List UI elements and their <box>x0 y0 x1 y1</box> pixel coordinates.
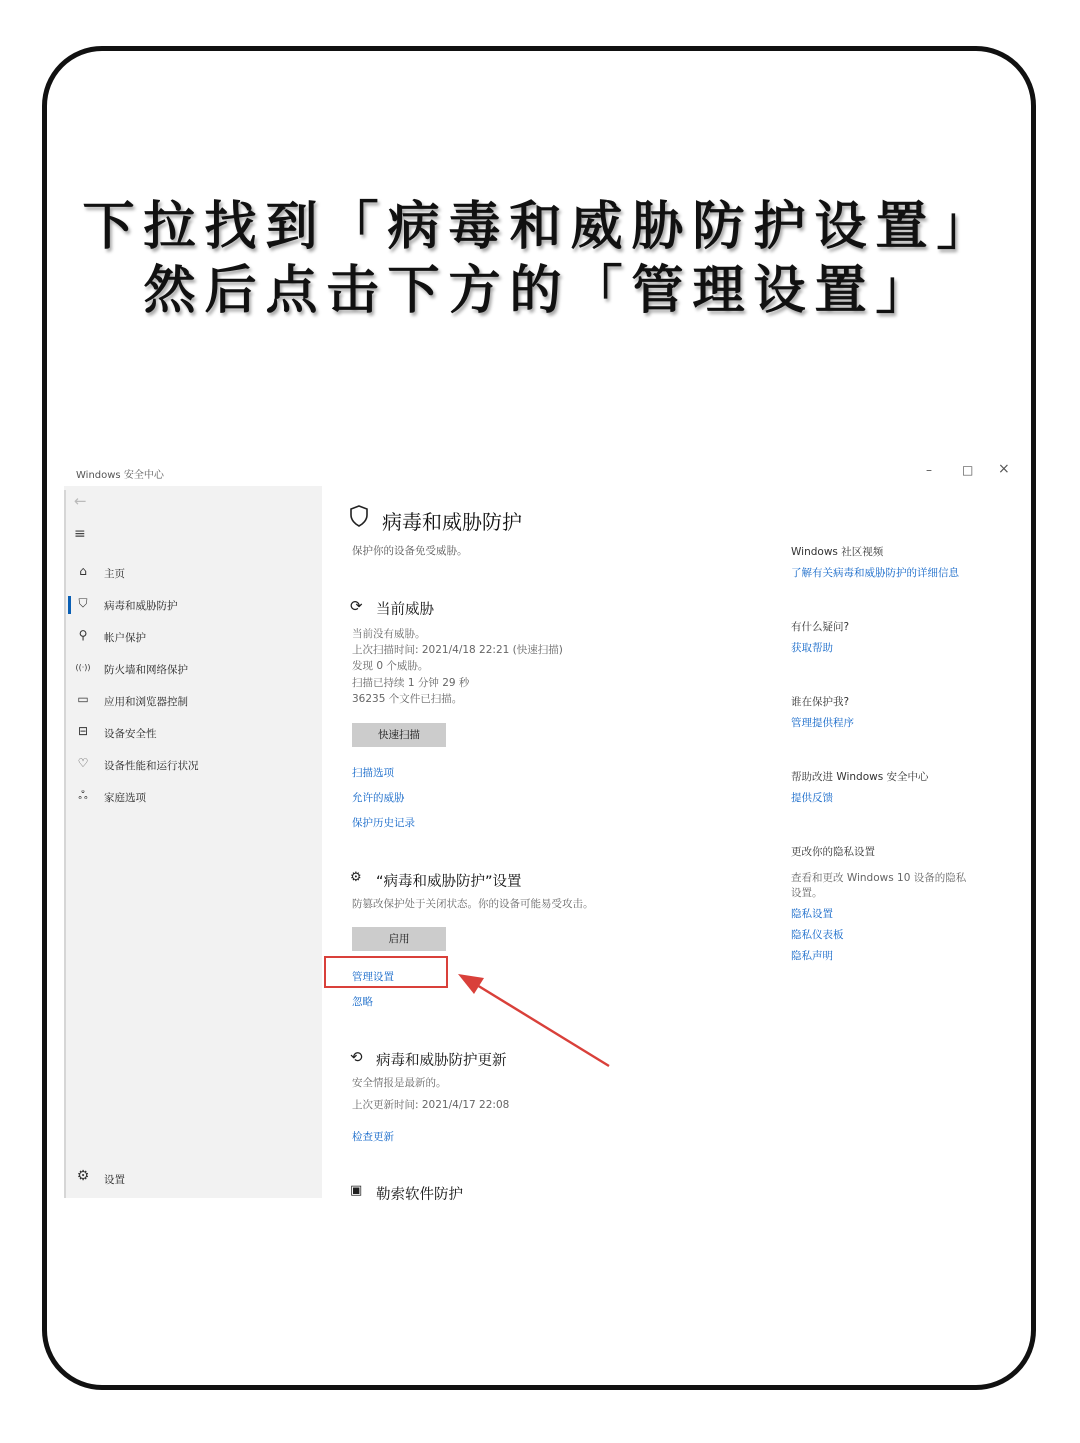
intel-status-line: 安全情报是最新的。 <box>352 1077 447 1089</box>
sidebar-item-account-protection[interactable] <box>64 624 322 650</box>
learn-more-link[interactable]: 了解有关病毒和威胁防护的详细信息 <box>791 567 959 579</box>
threats-found-line: 发现 0 个威胁。 <box>352 660 429 672</box>
active-indicator <box>68 596 71 614</box>
headline-line-1: 下拉找到「病毒和威胁防护设置」 <box>82 196 998 257</box>
settings-gears-icon: ⚙ <box>350 870 362 885</box>
window-title: Windows 安全中心 <box>76 470 164 481</box>
files-scanned-line: 36235 个文件已扫描。 <box>352 693 463 705</box>
sidebar-item-device-performance[interactable] <box>64 752 322 778</box>
shield-icon: ⛉ <box>78 596 88 610</box>
sidebar-item-family-options[interactable] <box>64 784 322 810</box>
close-button[interactable]: × <box>998 461 1010 477</box>
last-update-line: 上次更新时间: 2021/4/17 22:08 <box>352 1099 510 1111</box>
sidebar-item-label: 设备安全性 <box>104 728 157 740</box>
heart-icon: ♡ <box>77 756 89 770</box>
minimize-button[interactable]: – <box>926 463 932 477</box>
sidebar-item-home[interactable] <box>64 560 322 586</box>
sidebar-item-firewall[interactable] <box>64 656 322 682</box>
scan-options-link[interactable]: 扫描选项 <box>352 767 394 779</box>
ransomware-icon: ▣ <box>350 1183 363 1198</box>
ignore-link[interactable]: 忽略 <box>352 996 373 1008</box>
home-icon: ⌂ <box>79 564 87 578</box>
sidebar-item-label: 防火墙和网络保护 <box>104 664 188 676</box>
quick-scan-button[interactable]: 快速扫描 <box>352 723 446 747</box>
manage-settings-link[interactable]: 管理设置 <box>352 971 394 983</box>
headline-line-2: 然后点击下方的「管理设置」 <box>143 260 937 321</box>
protector-heading: 谁在保护我? <box>791 696 850 708</box>
gear-icon: ⚙ <box>76 1168 90 1184</box>
windows-security-window <box>64 460 1020 1203</box>
check-updates-link[interactable]: 检查更新 <box>352 1131 394 1143</box>
current-threats-title: 当前威胁 <box>376 602 434 618</box>
sidebar-item-label: 家庭选项 <box>104 792 146 804</box>
sidebar-item-settings[interactable] <box>64 1166 322 1192</box>
maximize-button[interactable]: □ <box>962 463 974 477</box>
threat-status-line: 当前没有威胁。 <box>352 628 426 640</box>
person-icon: ⚲ <box>78 628 88 642</box>
hamburger-menu-icon[interactable]: ≡ <box>74 526 86 542</box>
sidebar-item-device-security[interactable] <box>64 720 322 746</box>
manage-providers-link[interactable]: 管理提供程序 <box>791 717 854 729</box>
sidebar-item-label: 设备性能和运行状况 <box>104 760 199 772</box>
sidebar-item-label: 病毒和威胁防护 <box>104 600 178 612</box>
sidebar-item-label: 设置 <box>104 1174 125 1186</box>
enable-button[interactable]: 启用 <box>352 927 446 951</box>
back-arrow-icon[interactable]: ← <box>74 492 87 510</box>
allowed-threats-link[interactable]: 允许的威胁 <box>352 792 405 804</box>
refresh-clock-icon: ⟳ <box>350 597 363 615</box>
sidebar <box>64 486 322 1198</box>
privacy-desc-line-2: 设置。 <box>791 887 823 899</box>
privacy-settings-link[interactable]: 隐私设置 <box>791 908 833 920</box>
sidebar-item-virus-protection[interactable] <box>64 592 322 618</box>
manage-settings-highlight <box>324 956 448 988</box>
updates-title: 病毒和威胁防护更新 <box>376 1053 507 1069</box>
ransomware-title: 勒索软件防护 <box>376 1187 463 1203</box>
sidebar-item-app-browser-control[interactable] <box>64 688 322 714</box>
community-heading: Windows 社区视频 <box>791 546 884 558</box>
family-icon: ஃ <box>78 788 88 802</box>
privacy-desc-line-1: 查看和更改 Windows 10 设备的隐私 <box>791 872 967 884</box>
tamper-protection-warning: 防篡改保护处于关闭状态。你的设备可能易受攻击。 <box>352 898 594 910</box>
feedback-link[interactable]: 提供反馈 <box>791 792 833 804</box>
get-help-link[interactable]: 获取帮助 <box>791 642 833 654</box>
red-arrow-icon <box>454 970 614 1070</box>
question-heading: 有什么疑问? <box>791 621 850 633</box>
sidebar-item-label: 主页 <box>104 568 125 580</box>
sidebar-item-label: 帐户保护 <box>104 632 146 644</box>
laptop-icon: ⊟ <box>77 724 89 738</box>
update-refresh-icon: ⟲ <box>350 1048 363 1066</box>
last-scan-line: 上次扫描时间: 2021/4/18 22:21 (快速扫描) <box>352 644 563 656</box>
privacy-dashboard-link[interactable]: 隐私仪表板 <box>791 929 844 941</box>
virus-settings-title: “病毒和威胁防护”设置 <box>376 874 522 890</box>
window-icon: ▭ <box>77 692 89 706</box>
privacy-heading: 更改你的隐私设置 <box>791 846 875 858</box>
title-bar <box>64 460 1020 486</box>
shield-outline-icon <box>350 505 368 532</box>
privacy-statement-link[interactable]: 隐私声明 <box>791 950 833 962</box>
page-title: 病毒和威胁防护 <box>382 510 522 534</box>
protection-history-link[interactable]: 保护历史记录 <box>352 817 415 829</box>
improve-heading: 帮助改进 Windows 安全中心 <box>791 771 929 783</box>
scan-duration-line: 扫描已持续 1 分钟 29 秒 <box>352 677 470 689</box>
wifi-icon: ((·)) <box>75 663 91 672</box>
sidebar-item-label: 应用和浏览器控制 <box>104 696 188 708</box>
right-panel <box>791 486 1020 1198</box>
page-subtitle: 保护你的设备免受威胁。 <box>352 545 468 557</box>
